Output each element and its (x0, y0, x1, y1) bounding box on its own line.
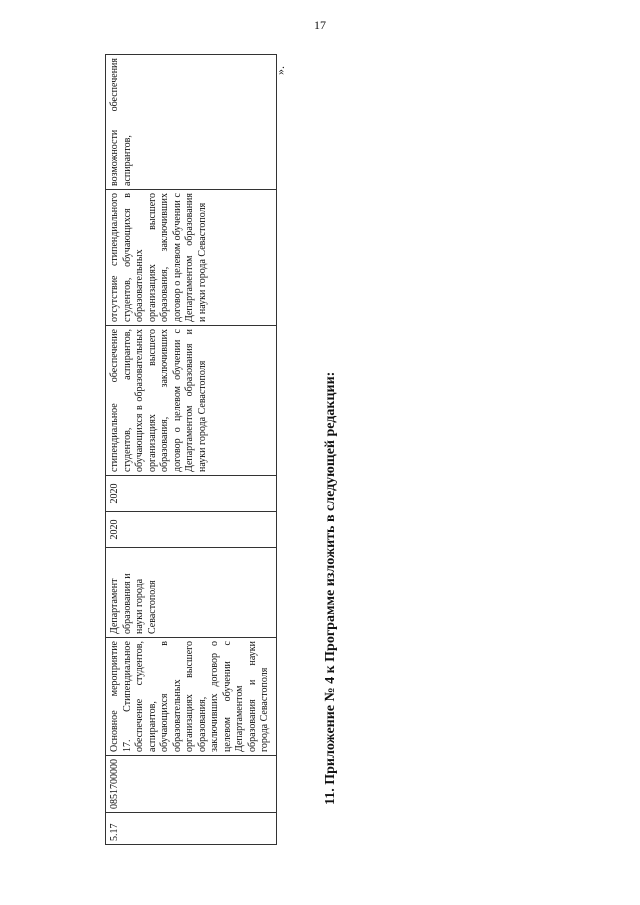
closing-quote: ». (273, 66, 287, 75)
expected-result-cell: стипендиальное обеспечение студентов, аспирантов, обучающихся в образовательных организациях высшего образования, заключивших договор о целевом обучении с Департаментом образования и науки города Севастополя (106, 326, 277, 476)
section-heading: 11. Приложение № 4 к Программе изложить в следующей редакции: (323, 371, 338, 805)
program-table (105, 54, 277, 845)
budget-code-cell: 0851700000 (106, 756, 277, 813)
consequence-cell: отсутствие стипендиального студентов, обучающихся в образовательных организациях высшего образования, заключивших договор о целевом обучении с Департаментом образования и науки города Севастополя (106, 190, 277, 326)
executor-cell: Департамент образования и науки города Севастополя (106, 548, 277, 638)
activity-name-cell: Основное мероприятие 17. Стипендиальное обеспечение студентов, аспирантов, обучающихся в образовательных организациях высшего образования, заключивших договор о целевом обучении с Департаментом образования и науки города Севастополя (106, 638, 277, 756)
start-year-cell: 2020 (106, 512, 277, 548)
page-number: 17 (314, 18, 326, 32)
table-row (106, 55, 277, 845)
rotated-content (105, 55, 355, 845)
end-year-cell: 2020 (106, 476, 277, 512)
link-to-indicators-cell: возможности обеспечения аспирантов, (106, 55, 277, 190)
row-number-cell: 5.17 (106, 813, 277, 845)
